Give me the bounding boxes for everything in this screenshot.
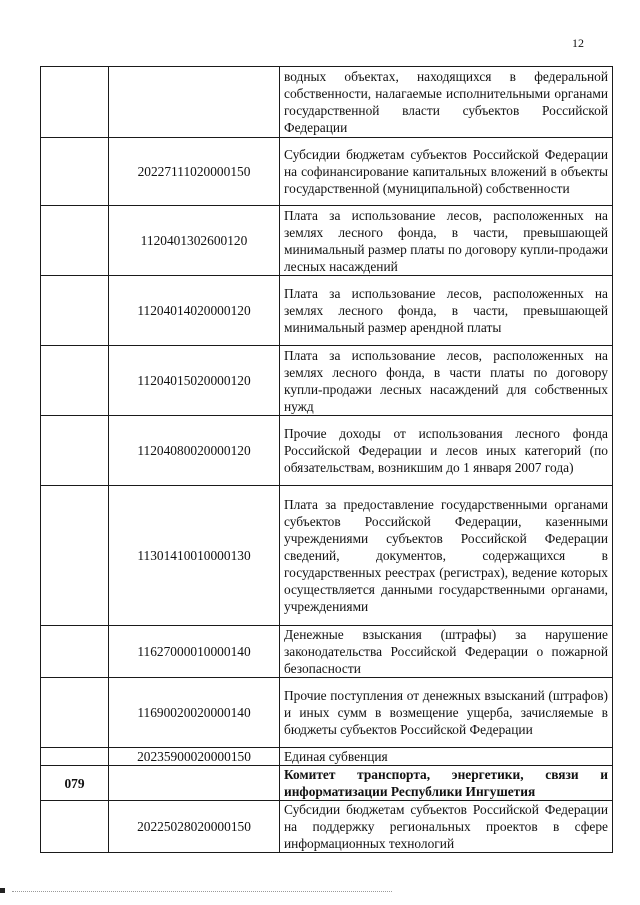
admin-code-cell: [41, 276, 109, 346]
table-row: [41, 678, 613, 748]
scan-artifact-line: [12, 891, 392, 892]
revenue-code-cell: 11690020020000140: [109, 678, 280, 748]
revenue-name-cell: Прочие поступления от денежных взысканий (штрафов) и иных сумм в возмещение ущерба, зачисляемые в бюджеты субъектов Российской Федерации: [280, 678, 613, 748]
admin-code-cell: [41, 678, 109, 748]
revenue-name-cell: Прочие доходы от использования лесного фонда Российской Федерации и лесов иных категорий (по обязательствам, возникшим до 1 января 2007 года): [280, 416, 613, 486]
budget-classification-table: [40, 66, 613, 853]
revenue-code-cell: 11204015020000120: [109, 346, 280, 416]
table-row: [41, 67, 613, 138]
admin-code-cell: [41, 486, 109, 626]
revenue-name-cell: Плата за предоставление государственными органами субъектов Российской Федерации, казенными учреждениями субъектов Российской Федерации сведений, документов, содержащихся в государственных реестрах (регистрах), ведение которых осуществляется данными государственными органами, учреждениями: [280, 486, 613, 626]
revenue-code-cell: 20235900020000150: [109, 748, 280, 766]
scan-artifact: [0, 888, 5, 893]
revenue-name-cell: Субсидии бюджетам субъектов Российской Федерации на софинансирование капитальных вложений в объекты государственной (муниципальной) собственности: [280, 138, 613, 206]
admin-code-cell: [41, 626, 109, 678]
revenue-name-cell: Комитет транспорта, энергетики, связи и информатизации Республики Ингушетия: [280, 766, 613, 801]
revenue-code-cell: 1120401302600120: [109, 206, 280, 276]
revenue-name-cell: Плата за использование лесов, расположенных на землях лесного фонда, в части платы по договору купли-продажи лесных насаждений для собственных нужд: [280, 346, 613, 416]
revenue-code-cell: [109, 766, 280, 801]
table-row: [41, 748, 613, 766]
revenue-name-cell: Плата за использование лесов, расположенных на землях лесного фонда, в части, превышающей минимальный размер арендной платы: [280, 276, 613, 346]
table-row: [41, 626, 613, 678]
table-body: [41, 67, 613, 853]
table-row: [41, 486, 613, 626]
revenue-code-cell: 11204014020000120: [109, 276, 280, 346]
table-row: [41, 138, 613, 206]
revenue-name-cell: Плата за использование лесов, расположенных на землях лесного фонда, в части, превышающей минимальный размер платы по договору купли-продажи лесных насаждений: [280, 206, 613, 276]
revenue-code-cell: 20225028020000150: [109, 801, 280, 853]
admin-code-cell: 079: [41, 766, 109, 801]
table-row: [41, 416, 613, 486]
admin-code-cell: [41, 138, 109, 206]
revenue-name-cell: Субсидии бюджетам субъектов Российской Федерации на поддержку региональных проектов в сфере информационных технологий: [280, 801, 613, 853]
page-number: 12: [572, 36, 584, 50]
admin-code-cell: [41, 346, 109, 416]
admin-code-cell: [41, 416, 109, 486]
revenue-name-cell: Единая субвенция: [280, 748, 613, 766]
revenue-code-cell: 11204080020000120: [109, 416, 280, 486]
revenue-code-cell: 20227111020000150: [109, 138, 280, 206]
table-row: [41, 801, 613, 853]
admin-code-cell: [41, 67, 109, 138]
table-row: [41, 276, 613, 346]
table-row: [41, 206, 613, 276]
admin-code-cell: [41, 801, 109, 853]
table-row: [41, 766, 613, 801]
revenue-code-cell: 11627000010000140: [109, 626, 280, 678]
revenue-name-cell: Денежные взыскания (штрафы) за нарушение законодательства Российской Федерации о пожарной безопасности: [280, 626, 613, 678]
revenue-code-cell: [109, 67, 280, 138]
revenue-code-cell: 11301410010000130: [109, 486, 280, 626]
admin-code-cell: [41, 206, 109, 276]
revenue-name-cell: водных объектах, находящихся в федеральной собственности, налагаемые исполнительными органами государственной власти субъектов Российской Федерации: [280, 67, 613, 138]
table-row: [41, 346, 613, 416]
admin-code-cell: [41, 748, 109, 766]
